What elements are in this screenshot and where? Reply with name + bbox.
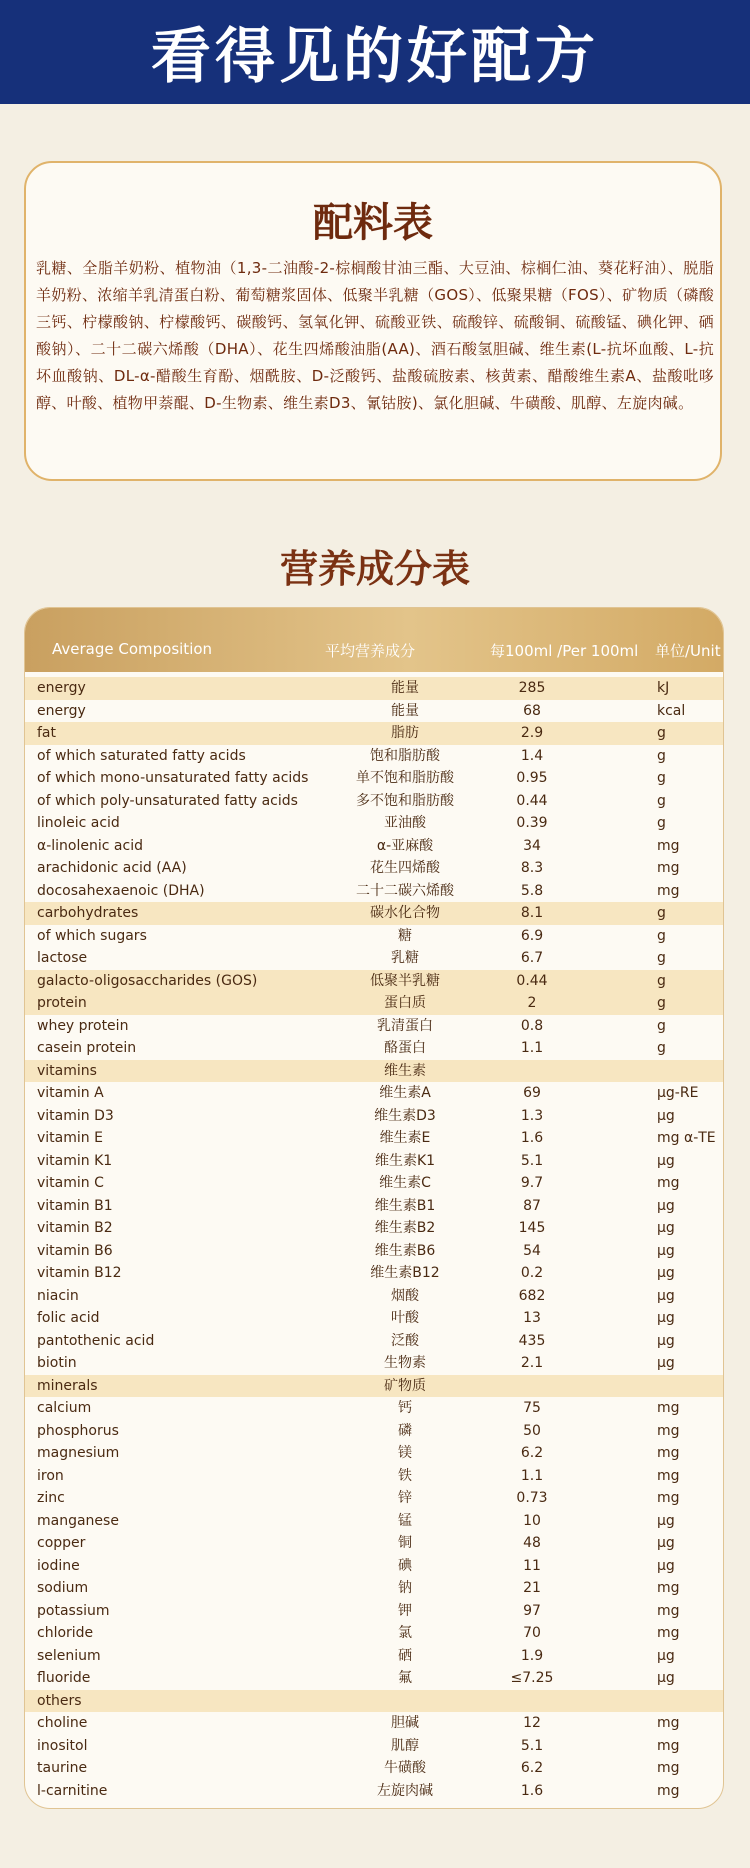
nutrition-table: [24, 607, 724, 1809]
nutrient-name-cn: 脂肪: [391, 725, 419, 741]
nutrient-name-en: vitamins: [37, 1062, 97, 1079]
table-row: [25, 947, 723, 970]
nutrient-unit: mg: [657, 1737, 680, 1754]
nutrient-value: 5.1: [520, 1737, 544, 1754]
nutrient-name-cn: 酪蛋白: [384, 1040, 426, 1056]
table-row: [25, 1667, 723, 1690]
table-row: [25, 790, 723, 813]
nutrient-name-cn: 碳水化合物: [370, 905, 440, 921]
table-row: [25, 1150, 723, 1173]
table-row: [25, 1375, 723, 1398]
nutrient-value: 5.1: [520, 1152, 544, 1169]
nutrient-unit: μg: [657, 1197, 675, 1214]
header-average-composition: Average Composition: [52, 640, 213, 658]
nutrient-value: 0.2: [520, 1265, 544, 1281]
nutrient-name-cn: 钙: [398, 1400, 412, 1416]
table-row: [25, 1487, 723, 1510]
nutrient-value: 10: [523, 1512, 541, 1529]
nutrient-value: ≤7.25: [510, 1670, 554, 1686]
nutrient-name-cn: 硒: [398, 1647, 412, 1664]
table-row: [25, 767, 723, 790]
nutrient-name-en: vitamin B2: [37, 1220, 113, 1236]
nutrient-name-en: vitamin C: [37, 1175, 104, 1191]
nutrient-unit: mg: [657, 1602, 680, 1619]
table-row: [25, 880, 723, 903]
nutrient-unit: μg: [657, 1647, 675, 1664]
ingredients-title: 配料表: [313, 200, 433, 246]
nutrient-value: 87: [523, 1197, 541, 1214]
nutrient-name-en: linoleic acid: [37, 815, 120, 831]
nutrient-name-en: energy: [37, 680, 86, 696]
table-row: [25, 1780, 723, 1803]
nutrient-name-en: sodium: [37, 1580, 89, 1596]
ingredients-text: 乳糖、全脂羊奶粉、植物油（1,3-二油酸-2-棕榈酸甘油三酯、大豆油、棕榈仁油、葵花籽油）、脱脂羊奶粉、浓缩羊乳清蛋白粉、葡萄糖浆固体、低聚半乳糖（GOS）、低聚果糖（FOS）、矿物质（磷酸三钙、柠檬酸钠、柠檬酸钙、碳酸钙、氢氧化钾、硫酸亚铁、硫酸锌、硫酸铜、硫酸锰、碘化钾、硒酸钠）、二十二碳六烯酸（DHA）、花生四烯酸油脂(AA)、酒石酸氢胆碱、维生素(L-抗坏血酸、L-抗坏血酸钠、DL-α-醋酸生育酚、烟酰胺、D-泛酸钙、盐酸硫胺素、核黄素、醋酸维生素A、盐酸吡哆醇、叶酸、植物甲萘醌、D-生物素、维生素D3、氰钴胺)、氯化胆碱、牛磺酸、肌醇、左旋肉碱。: [36, 259, 714, 412]
nutrient-value: 5.8: [520, 882, 544, 899]
nutrient-unit: mg: [657, 1490, 680, 1506]
nutrient-name-en: chloride: [37, 1625, 94, 1641]
table-row: [25, 1420, 723, 1443]
nutrient-name-cn: 能量: [391, 680, 419, 696]
nutrient-value: 68: [523, 702, 541, 719]
table-row: [25, 1330, 723, 1353]
nutrient-value: 1.1: [520, 1040, 544, 1056]
table-row: [25, 1060, 723, 1083]
nutrient-unit: μg: [657, 1557, 675, 1574]
nutrient-name-en: carbohydrates: [37, 905, 139, 921]
table-row: [25, 1735, 723, 1758]
nutrient-value: 6.7: [520, 950, 544, 966]
nutrient-name-en: protein: [37, 995, 87, 1011]
nutrient-unit: g: [657, 1017, 666, 1034]
nutrient-value: 285: [518, 680, 546, 696]
nutrient-unit: mg α-TE: [657, 1130, 716, 1146]
nutrient-name-cn: 生物素: [384, 1355, 426, 1371]
nutrient-name-cn: 磷: [398, 1422, 412, 1439]
nutrient-name-cn: 胆碱: [391, 1715, 419, 1731]
table-row: [25, 1195, 723, 1218]
nutrient-name-en: l-carnitine: [37, 1782, 108, 1799]
nutrient-value: 9.7: [520, 1175, 544, 1191]
table-row: [25, 1757, 723, 1780]
nutrient-unit: μg: [657, 1670, 675, 1686]
nutrient-name-cn: 牛磺酸: [384, 1760, 426, 1776]
nutrient-unit: μg: [657, 1332, 675, 1349]
nutrient-name-cn: 能量: [391, 702, 419, 719]
table-row: [25, 812, 723, 835]
table-row: [25, 1532, 723, 1555]
nutrient-value: 8.1: [520, 905, 544, 921]
nutrient-unit: μg: [657, 1152, 675, 1169]
nutrient-value: 48: [523, 1535, 541, 1551]
nutrient-value: 1.6: [520, 1782, 544, 1799]
nutrient-value: 435: [518, 1332, 546, 1349]
nutrient-name-en: of which poly-unsaturated fatty acids: [37, 792, 298, 809]
nutrient-name-en: energy: [37, 702, 86, 719]
nutrient-unit: g: [657, 927, 666, 944]
nutrient-name-cn: 蛋白质: [384, 995, 426, 1011]
nutrient-value: 682: [518, 1287, 546, 1304]
nutrient-value: 54: [523, 1242, 541, 1259]
nutrient-unit: mg: [657, 1445, 680, 1461]
nutrient-value: 1.6: [520, 1130, 544, 1146]
nutrient-name-cn: 氯: [398, 1625, 412, 1641]
nutrient-name-en: others: [37, 1692, 82, 1709]
nutrient-name-cn: 维生素B1: [374, 1197, 436, 1214]
top-banner: [0, 0, 750, 104]
nutrient-name-en: galacto-oligosaccharides (GOS): [37, 972, 258, 989]
nutrient-name-cn: 维生素B12: [370, 1265, 440, 1281]
nutrient-name-cn: 叶酸: [391, 1310, 419, 1326]
table-row: [25, 1037, 723, 1060]
header-chinese-name: 平均营养成分: [325, 642, 416, 660]
nutrient-name-en: magnesium: [37, 1445, 120, 1461]
nutrient-unit: g: [657, 792, 666, 809]
nutrient-unit: μg: [657, 1535, 675, 1551]
table-row: [25, 1285, 723, 1308]
nutrient-unit: μg: [657, 1265, 675, 1281]
nutrient-name-cn: 氟: [398, 1670, 412, 1686]
nutrient-name-cn: 钠: [398, 1580, 412, 1596]
table-row: [25, 1465, 723, 1488]
nutrient-value: 75: [523, 1400, 541, 1416]
nutrient-unit: mg: [657, 1422, 680, 1439]
nutrient-name-cn: 矿物质: [384, 1377, 426, 1394]
nutrient-name-en: copper: [37, 1535, 86, 1551]
table-row: [25, 902, 723, 925]
nutrient-name-cn: 维生素C: [379, 1175, 431, 1191]
nutrient-name-en: potassium: [37, 1602, 110, 1619]
nutrient-value: 50: [523, 1422, 541, 1439]
table-row: [25, 1307, 723, 1330]
nutrient-name-en: iodine: [37, 1557, 80, 1574]
nutrient-value: 1.9: [520, 1647, 544, 1664]
nutrient-name-cn: 维生素A: [379, 1085, 431, 1101]
nutrient-unit: g: [657, 1040, 666, 1056]
nutrient-name-en: choline: [37, 1715, 88, 1731]
table-row: [25, 745, 723, 768]
table-row: [25, 1577, 723, 1600]
table-row: [25, 1262, 723, 1285]
nutrient-value: 1.3: [520, 1107, 544, 1124]
table-header: [25, 608, 723, 672]
nutrient-unit: g: [657, 995, 666, 1011]
table-row: [25, 1172, 723, 1195]
nutrient-name-cn: 钾: [398, 1602, 412, 1619]
nutrient-value: 8.3: [520, 860, 544, 876]
nutrient-unit: g: [657, 747, 666, 764]
nutrient-unit: g: [657, 950, 666, 966]
nutrient-name-en: fat: [37, 725, 56, 741]
nutrient-unit: mg: [657, 1400, 680, 1416]
nutrient-name-en: docosahexaenoic (DHA): [37, 882, 205, 899]
nutrient-unit: mg: [657, 1760, 680, 1776]
nutrient-value: 1.1: [520, 1467, 544, 1484]
nutrient-name-cn: 糖: [398, 927, 412, 944]
nutrient-name-en: casein protein: [37, 1040, 137, 1056]
nutrient-name-cn: 花生四烯酸: [370, 860, 440, 876]
nutrient-name-cn: 单不饱和脂肪酸: [356, 770, 454, 786]
table-row: [25, 1240, 723, 1263]
nutrient-unit: g: [657, 815, 666, 831]
table-row: [25, 1217, 723, 1240]
nutrient-unit: g: [657, 972, 666, 989]
table-row: [25, 857, 723, 880]
nutrient-name-en: taurine: [37, 1760, 88, 1776]
table-row: [25, 835, 723, 858]
nutrient-unit: μg: [657, 1310, 675, 1326]
nutrient-name-cn: 维生素D3: [374, 1107, 436, 1124]
table-row: [25, 1015, 723, 1038]
nutrient-unit: μg: [657, 1512, 675, 1529]
nutrient-name-cn: 烟酸: [391, 1287, 419, 1304]
table-row: [25, 1690, 723, 1713]
table-row: [25, 700, 723, 723]
nutrient-name-en: vitamin E: [37, 1130, 103, 1146]
nutrient-unit: mg: [657, 1715, 680, 1731]
table-row: [25, 1442, 723, 1465]
nutrient-name-en: biotin: [37, 1355, 77, 1371]
nutrient-unit: g: [657, 905, 666, 921]
nutrient-name-en: fluoride: [37, 1670, 91, 1686]
nutrient-value: 0.8: [520, 1017, 544, 1034]
nutrient-name-cn: 泛酸: [391, 1332, 419, 1349]
nutrient-name-cn: 二十二碳六烯酸: [356, 882, 454, 899]
nutrient-name-en: manganese: [37, 1512, 119, 1529]
nutrient-unit: g: [657, 725, 666, 741]
nutrient-name-en: lactose: [37, 950, 88, 966]
table-row: [25, 1127, 723, 1150]
nutrient-value: 97: [523, 1602, 541, 1619]
nutrient-name-cn: α-亚麻酸: [376, 837, 434, 854]
nutrient-value: 0.95: [516, 770, 548, 786]
nutrient-unit: mg: [657, 860, 680, 876]
nutrient-value: 21: [523, 1580, 541, 1596]
nutrient-name-en: vitamin K1: [37, 1152, 113, 1169]
header-per-100ml: 每100ml /Per 100ml: [490, 642, 639, 660]
nutrient-unit: μg-RE: [657, 1085, 699, 1101]
table-row: [25, 970, 723, 993]
nutrient-name-en: of which saturated fatty acids: [37, 747, 246, 764]
nutrient-name-en: niacin: [37, 1287, 79, 1304]
nutrient-name-cn: 饱和脂肪酸: [370, 747, 440, 764]
nutrient-unit: mg: [657, 1467, 680, 1484]
table-row: [25, 992, 723, 1015]
nutrient-value: 0.73: [516, 1490, 548, 1506]
nutrient-name-cn: 维生素B2: [374, 1220, 436, 1236]
nutrient-name-en: of which sugars: [37, 927, 147, 944]
nutrient-name-cn: 铜: [398, 1535, 412, 1551]
banner-title: 看得见的好配方: [151, 22, 599, 92]
nutrient-name-cn: 维生素K1: [374, 1152, 436, 1169]
nutrient-name-cn: 乳清蛋白: [377, 1017, 433, 1034]
table-row: [25, 1555, 723, 1578]
nutrient-unit: μg: [657, 1220, 675, 1236]
nutrient-name-cn: 左旋肉碱: [377, 1782, 433, 1799]
nutrient-unit: μg: [657, 1287, 675, 1304]
nutrient-value: 13: [523, 1310, 541, 1326]
nutrient-value: 69: [523, 1085, 541, 1101]
nutrient-name-cn: 铁: [398, 1467, 412, 1484]
table-row: [25, 1600, 723, 1623]
nutrient-value: 0.44: [516, 792, 548, 809]
nutrient-name-en: vitamin B6: [37, 1242, 113, 1259]
nutrient-name-cn: 肌醇: [391, 1737, 419, 1754]
nutrient-unit: mg: [657, 1625, 680, 1641]
nutrient-value: 2.1: [520, 1355, 544, 1371]
nutrient-unit: kJ: [657, 680, 670, 696]
nutrient-name-en: whey protein: [37, 1017, 129, 1034]
nutrient-name-en: α-linolenic acid: [37, 837, 143, 854]
nutrient-value: 12: [523, 1715, 541, 1731]
nutrient-value: 2.9: [520, 725, 544, 741]
table-row: [25, 1352, 723, 1375]
nutrient-name-en: arachidonic acid (AA): [37, 860, 187, 876]
nutrient-name-en: of which mono-unsaturated fatty acids: [37, 770, 309, 786]
nutrient-unit: mg: [657, 1580, 680, 1596]
nutrient-value: 6.9: [520, 927, 544, 944]
nutrient-name-cn: 维生素B6: [374, 1242, 436, 1259]
nutrient-name-en: folic acid: [37, 1310, 100, 1326]
table-row: [25, 1510, 723, 1533]
nutrient-name-en: vitamin B1: [37, 1197, 113, 1214]
nutrient-unit: mg: [657, 1782, 680, 1799]
nutrient-name-cn: 维生素: [384, 1062, 426, 1079]
table-row: [25, 925, 723, 948]
nutrient-name-en: iron: [37, 1467, 64, 1484]
table-body: [25, 677, 723, 1802]
table-row: [25, 677, 723, 700]
table-row: [25, 1622, 723, 1645]
nutrient-name-cn: 镁: [398, 1445, 412, 1461]
nutrient-name-en: minerals: [37, 1377, 98, 1394]
nutrient-value: 6.2: [520, 1760, 544, 1776]
nutrient-unit: kcal: [657, 702, 686, 719]
table-row: [25, 1397, 723, 1420]
nutrient-name-en: vitamin D3: [37, 1107, 114, 1124]
nutrient-name-en: vitamin B12: [37, 1265, 122, 1281]
nutrient-unit: mg: [657, 837, 680, 854]
nutrient-name-cn: 低聚半乳糖: [370, 972, 440, 989]
nutrient-unit: mg: [657, 1175, 680, 1191]
nutrient-name-en: inositol: [37, 1737, 88, 1754]
nutrient-name-cn: 亚油酸: [384, 815, 426, 831]
nutrient-name-en: calcium: [37, 1400, 92, 1416]
nutrient-unit: μg: [657, 1355, 675, 1371]
nutrition-title: 营养成分表: [279, 547, 470, 591]
nutrient-value: 145: [518, 1220, 546, 1236]
nutrient-name-en: zinc: [37, 1490, 65, 1506]
nutrient-value: 0.44: [516, 972, 548, 989]
table-row: [25, 1105, 723, 1128]
nutrient-value: 0.39: [516, 815, 548, 831]
nutrient-unit: mg: [657, 882, 680, 899]
header-unit: 单位/Unit: [655, 642, 721, 660]
nutrient-name-cn: 乳糖: [391, 950, 419, 966]
nutrient-name-en: pantothenic acid: [37, 1332, 155, 1349]
nutrient-name-cn: 锌: [398, 1490, 412, 1506]
nutrient-value: 34: [523, 837, 541, 854]
nutrient-name-cn: 维生素E: [379, 1130, 431, 1146]
nutrient-value: 70: [523, 1625, 541, 1641]
table-row: [25, 1712, 723, 1735]
table-row: [25, 1645, 723, 1668]
ingredients-card: [24, 161, 722, 481]
nutrient-value: 11: [523, 1557, 541, 1574]
nutrient-value: 2: [527, 995, 537, 1011]
nutrient-name-en: phosphorus: [37, 1422, 119, 1439]
nutrient-value: 6.2: [520, 1445, 544, 1461]
nutrient-name-cn: 多不饱和脂肪酸: [356, 792, 454, 809]
nutrient-name-en: vitamin A: [37, 1085, 104, 1101]
table-row: [25, 1082, 723, 1105]
nutrient-unit: μg: [657, 1107, 675, 1124]
nutrient-value: 1.4: [520, 747, 544, 764]
table-row: [25, 722, 723, 745]
nutrient-name-en: selenium: [37, 1647, 101, 1664]
nutrient-name-cn: 碘: [398, 1557, 412, 1574]
nutrient-unit: g: [657, 770, 666, 786]
nutrient-name-cn: 锰: [398, 1512, 412, 1529]
nutrient-unit: μg: [657, 1242, 675, 1259]
